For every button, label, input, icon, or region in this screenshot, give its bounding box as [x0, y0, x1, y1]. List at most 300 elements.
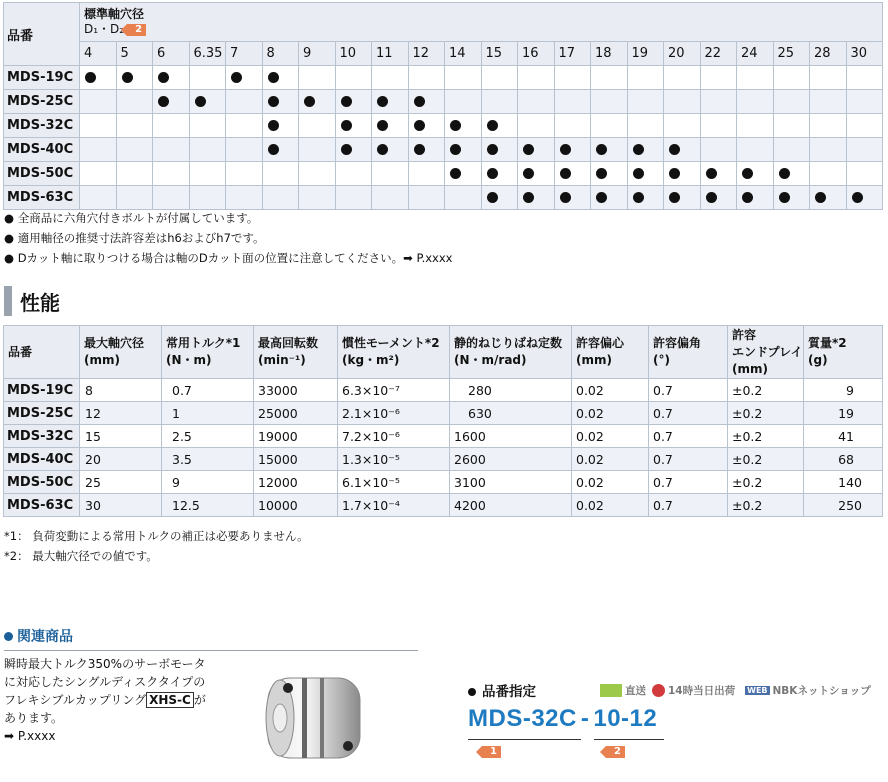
available-dot-icon	[596, 192, 607, 203]
column-header-inertia	[338, 326, 450, 379]
table-row	[4, 138, 883, 162]
cell-stiffness: 4200	[450, 494, 572, 517]
cell-endplay: ±0.2	[728, 425, 804, 448]
bore-cell	[226, 186, 263, 210]
header-line: 常用トルク*1	[166, 336, 241, 350]
note-item: ● 全商品に六角穴付きボルトが付属しています。	[4, 211, 259, 225]
bore-cell	[189, 66, 226, 90]
bore-cell	[627, 114, 664, 138]
bore-cell	[737, 186, 774, 210]
bracket-line-2	[594, 739, 664, 740]
cell-inertia: 6.3×10⁻⁷	[338, 379, 450, 402]
related-line: に対応したシングルディスクタイプの	[4, 675, 206, 689]
bore-sub-text: D₁・D₂	[84, 22, 125, 36]
bore-cell	[591, 186, 628, 210]
table-row	[4, 402, 883, 425]
related-products	[4, 626, 418, 651]
header-line: エンドプレイ	[732, 344, 803, 359]
bore-cell	[335, 162, 372, 186]
bore-size-header: 24	[737, 42, 774, 66]
bore-size-header: 8	[262, 42, 299, 66]
available-dot-icon	[377, 120, 388, 131]
available-dot-icon	[815, 192, 826, 203]
cell-max_bore: 12	[80, 402, 162, 425]
bore-cell	[700, 114, 737, 138]
bore-cell	[335, 114, 372, 138]
related-line-text: フレキシブルカップリング	[4, 693, 147, 707]
bore-cell	[481, 114, 518, 138]
bullet-icon	[4, 632, 13, 641]
bore-cell	[335, 186, 372, 210]
bore-cell	[299, 138, 336, 162]
bore-cell	[153, 162, 190, 186]
bore-cell	[664, 114, 701, 138]
available-dot-icon	[158, 96, 169, 107]
bore-size-header: 5	[116, 42, 153, 66]
bore-cell	[153, 66, 190, 90]
bore-cell	[554, 114, 591, 138]
notes-list	[4, 208, 452, 268]
bore-size-header: 9	[299, 42, 336, 66]
bore-cell	[299, 162, 336, 186]
available-dot-icon	[669, 192, 680, 203]
bore-size-header: 17	[554, 42, 591, 66]
available-dot-icon	[268, 120, 279, 131]
cell-max_bore: 20	[80, 448, 162, 471]
available-dot-icon	[487, 192, 498, 203]
bore-size-header: 30	[846, 42, 883, 66]
cell-torque: 0.7	[162, 379, 254, 402]
xhs-c-product-link[interactable]: XHS-C	[146, 692, 194, 708]
available-dot-icon	[742, 168, 753, 179]
clock-icon	[652, 684, 665, 697]
cell-stiffness: 3100	[450, 471, 572, 494]
available-dot-icon	[450, 120, 461, 131]
bore-cell	[226, 66, 263, 90]
bore-cell	[591, 138, 628, 162]
bore-cell	[408, 114, 445, 138]
cell-endplay: ±0.2	[728, 379, 804, 402]
table-row	[4, 162, 883, 186]
bore-cell	[664, 90, 701, 114]
bore-header-sub	[84, 22, 882, 37]
bore-size-header: 18	[591, 42, 628, 66]
available-dot-icon	[560, 144, 571, 155]
bore-cell	[810, 138, 847, 162]
available-dot-icon	[779, 168, 790, 179]
bore-cell	[591, 66, 628, 90]
available-dot-icon	[633, 144, 644, 155]
cell-speed: 19000	[254, 425, 338, 448]
model-cell: MDS-40C	[4, 448, 80, 471]
bore-cell	[810, 186, 847, 210]
cell-inertia: 2.1×10⁻⁶	[338, 402, 450, 425]
cell-max_bore: 15	[80, 425, 162, 448]
header-line: 質量*2	[808, 336, 847, 350]
cell-mass: 250	[804, 494, 883, 517]
cell-inertia: 1.7×10⁻⁴	[338, 494, 450, 517]
available-dot-icon	[706, 192, 717, 203]
related-title-text: 関連商品	[17, 629, 73, 645]
bore-cell	[518, 66, 555, 90]
bore-cell	[481, 90, 518, 114]
bore-cell	[153, 186, 190, 210]
bore-cell	[226, 162, 263, 186]
order-bore-code: 10-12	[593, 705, 658, 732]
available-dot-icon	[706, 168, 717, 179]
cell-stiffness: 2600	[450, 448, 572, 471]
header-line: (mm)	[84, 353, 120, 367]
bore-cell	[810, 66, 847, 90]
available-dot-icon	[85, 72, 96, 83]
bore-size-header: 11	[372, 42, 409, 66]
bore-cell	[554, 138, 591, 162]
bore-cell	[189, 138, 226, 162]
bore-cell	[408, 66, 445, 90]
bore-cell	[408, 138, 445, 162]
table-row	[4, 494, 883, 517]
bore-cell	[372, 138, 409, 162]
available-dot-icon	[669, 168, 680, 179]
bore-cell	[226, 114, 263, 138]
cell-mass: 9	[804, 379, 883, 402]
bore-cell	[80, 162, 117, 186]
truck-icon	[600, 684, 622, 697]
cell-stiffness: 1600	[450, 425, 572, 448]
cell-torque: 12.5	[162, 494, 254, 517]
bore-cell	[445, 90, 482, 114]
bore-cell	[153, 114, 190, 138]
model-cell: MDS-63C	[4, 494, 80, 517]
table-row	[4, 186, 883, 210]
column-header-stiffness	[450, 326, 572, 379]
bore-cell	[518, 138, 555, 162]
cell-endplay: ±0.2	[728, 494, 804, 517]
cell-angle: 0.7	[649, 494, 728, 517]
bore-cell	[116, 66, 153, 90]
related-title	[4, 626, 418, 651]
bore-size-header: 22	[700, 42, 737, 66]
header-line: (°)	[653, 353, 670, 367]
bore-cell	[335, 90, 372, 114]
header-line: (kg・m²)	[342, 353, 400, 367]
available-dot-icon	[158, 72, 169, 83]
bore-cell	[627, 162, 664, 186]
available-dot-icon	[414, 144, 425, 155]
bore-cell	[262, 162, 299, 186]
bore-cell	[773, 162, 810, 186]
available-dot-icon	[195, 96, 206, 107]
bore-cell	[445, 114, 482, 138]
bore-cell	[372, 90, 409, 114]
cell-stiffness: 280	[450, 379, 572, 402]
cell-angle: 0.7	[649, 402, 728, 425]
bore-cell	[700, 162, 737, 186]
bore-cell	[773, 114, 810, 138]
cell-angle: 0.7	[649, 448, 728, 471]
bore-cell	[189, 90, 226, 114]
column-header-speed	[254, 326, 338, 379]
cell-torque: 3.5	[162, 448, 254, 471]
cell-eccentric: 0.02	[572, 494, 649, 517]
bore-cell	[554, 162, 591, 186]
available-dot-icon	[341, 144, 352, 155]
cell-eccentric: 0.02	[572, 425, 649, 448]
bore-cell	[700, 138, 737, 162]
table-row	[4, 379, 883, 402]
column-header-endplay	[728, 326, 804, 379]
bore-cell	[116, 186, 153, 210]
table-row	[4, 471, 883, 494]
bore-cell	[262, 66, 299, 90]
bore-cell	[518, 186, 555, 210]
column-header-eccentric	[572, 326, 649, 379]
column-header-torque	[162, 326, 254, 379]
order-code	[468, 705, 657, 733]
bore-cell	[664, 66, 701, 90]
direct-ship-text: 直送	[625, 685, 646, 697]
cell-mass: 140	[804, 471, 883, 494]
bore-cell	[335, 66, 372, 90]
available-dot-icon	[414, 96, 425, 107]
bracket-line-1	[468, 739, 581, 740]
header-line: (g)	[808, 353, 828, 367]
note-item: ● Dカット軸に取りつける場合は軸のDカット面の位置に注意してください。➡ P.xxxx	[4, 251, 453, 265]
available-dot-icon	[779, 192, 790, 203]
cell-max_bore: 30	[80, 494, 162, 517]
cell-mass: 41	[804, 425, 883, 448]
bore-cell	[737, 138, 774, 162]
bore-cell	[554, 186, 591, 210]
bore-cell	[335, 138, 372, 162]
cell-eccentric: 0.02	[572, 379, 649, 402]
header-line: (min⁻¹)	[258, 353, 306, 367]
bore-cell	[153, 90, 190, 114]
model-cell: MDS-40C	[4, 138, 80, 162]
bore-cell	[445, 186, 482, 210]
bore-size-header: 7	[226, 42, 263, 66]
performance-footnotes	[4, 526, 309, 566]
bore-cell	[80, 114, 117, 138]
available-dot-icon	[341, 96, 352, 107]
bore-cell	[518, 90, 555, 114]
bore-cell	[737, 66, 774, 90]
bore-cell	[700, 66, 737, 90]
bore-cell	[481, 162, 518, 186]
section-title: 性能	[20, 290, 60, 315]
bore-cell	[372, 66, 409, 90]
available-dot-icon	[377, 96, 388, 107]
header-line: (mm)	[576, 353, 612, 367]
bore-size-header: 20	[664, 42, 701, 66]
available-dot-icon	[450, 144, 461, 155]
same-day-text: 14時当日出荷	[668, 685, 736, 697]
available-dot-icon	[487, 168, 498, 179]
model-cell: MDS-25C	[4, 90, 80, 114]
cell-angle: 0.7	[649, 471, 728, 494]
available-dot-icon	[523, 168, 534, 179]
bore-cell	[737, 114, 774, 138]
related-line: 瞬時最大トルク350%のサーボモータ	[4, 657, 206, 671]
web-icon: WEB	[747, 686, 768, 695]
cell-speed: 15000	[254, 448, 338, 471]
available-dot-icon	[268, 96, 279, 107]
bore-cell	[408, 162, 445, 186]
bore-size-table	[3, 2, 883, 210]
bore-cell	[299, 186, 336, 210]
cell-endplay: ±0.2	[728, 471, 804, 494]
bore-cell	[226, 90, 263, 114]
cell-eccentric: 0.02	[572, 448, 649, 471]
related-line	[4, 691, 206, 709]
net-shop-link[interactable]: NBKネットショップ	[772, 685, 871, 697]
bore-cell	[627, 66, 664, 90]
bore-cell	[846, 138, 883, 162]
bore-size-header: 14	[445, 42, 482, 66]
bore-cell	[700, 90, 737, 114]
bore-cell	[299, 114, 336, 138]
bore-cell	[116, 162, 153, 186]
bore-cell	[189, 186, 226, 210]
bore-cell	[445, 66, 482, 90]
column-header-mass	[804, 326, 883, 379]
performance-table	[3, 325, 883, 517]
table-row	[4, 90, 883, 114]
available-dot-icon	[122, 72, 133, 83]
bore-cell	[737, 162, 774, 186]
bore-cell	[773, 138, 810, 162]
bore-cell	[664, 186, 701, 210]
model-cell: MDS-63C	[4, 186, 80, 210]
available-dot-icon	[341, 120, 352, 131]
bore-cell	[554, 90, 591, 114]
shipping-icons	[600, 683, 871, 698]
available-dot-icon	[414, 120, 425, 131]
cell-speed: 33000	[254, 379, 338, 402]
bore-cell	[591, 114, 628, 138]
performance-section-heading	[4, 286, 60, 316]
model-cell: MDS-32C	[4, 425, 80, 448]
bore-cell	[299, 66, 336, 90]
bore-size-header: 12	[408, 42, 445, 66]
bore-cell	[262, 186, 299, 210]
model-cell: MDS-50C	[4, 471, 80, 494]
bore-size-header: 4	[80, 42, 117, 66]
bore-size-header: 10	[335, 42, 372, 66]
header-line: 許容偏角	[653, 336, 702, 350]
model-cell: MDS-25C	[4, 402, 80, 425]
available-dot-icon	[596, 144, 607, 155]
bore-cell	[372, 186, 409, 210]
bore-cell	[773, 90, 810, 114]
bullet-icon	[468, 688, 476, 696]
table-row	[4, 114, 883, 138]
bore-cell	[810, 114, 847, 138]
cell-speed: 25000	[254, 402, 338, 425]
bore-cell	[846, 66, 883, 90]
available-dot-icon	[487, 120, 498, 131]
bore-cell	[116, 114, 153, 138]
order-model: MDS-32C	[468, 705, 577, 732]
available-dot-icon	[852, 192, 863, 203]
bore-cell	[627, 186, 664, 210]
header-line: 許容偏心	[576, 336, 625, 350]
bore-cell	[372, 162, 409, 186]
model-cell: MDS-19C	[4, 379, 80, 402]
bore-badge: 2	[127, 24, 146, 36]
header-line: (mm)	[732, 361, 768, 376]
model-cell: MDS-50C	[4, 162, 80, 186]
related-line: あります。	[4, 711, 64, 725]
available-dot-icon	[523, 192, 534, 203]
bore-cell	[591, 90, 628, 114]
available-dot-icon	[742, 192, 753, 203]
header-line: 慣性モーメント*2	[342, 336, 440, 350]
bore-size-header: 15	[481, 42, 518, 66]
cell-mass: 68	[804, 448, 883, 471]
table-row	[4, 66, 883, 90]
available-dot-icon	[560, 192, 571, 203]
tag-2-badge: 2	[606, 746, 625, 758]
bore-cell	[445, 162, 482, 186]
heading-bar	[4, 286, 12, 316]
bore-cell	[810, 162, 847, 186]
bore-cell	[80, 90, 117, 114]
bore-cell	[481, 186, 518, 210]
bore-cell	[664, 162, 701, 186]
header-line: (N・m)	[166, 353, 212, 367]
bore-cell	[737, 90, 774, 114]
cell-speed: 10000	[254, 494, 338, 517]
bore-cell	[262, 90, 299, 114]
bore-cell	[481, 66, 518, 90]
bore-cell	[846, 90, 883, 114]
cell-inertia: 1.3×10⁻⁵	[338, 448, 450, 471]
header-line: 最大軸穴径	[84, 336, 145, 350]
bore-cell	[627, 90, 664, 114]
bore-cell	[810, 90, 847, 114]
model-header: 品番	[4, 326, 80, 379]
bore-cell	[116, 138, 153, 162]
bore-cell	[299, 90, 336, 114]
bore-size-header: 6.35	[189, 42, 226, 66]
bore-cell	[664, 138, 701, 162]
bore-cell	[262, 114, 299, 138]
footnote: *2： 最大軸穴径での値です。	[4, 549, 158, 563]
page-reference-link[interactable]: ➡ P.xxxx	[4, 729, 56, 743]
cell-endplay: ±0.2	[728, 402, 804, 425]
order-label-text: 品番指定	[482, 684, 536, 700]
header-line: 許容	[732, 327, 757, 342]
available-dot-icon	[633, 192, 644, 203]
model-cell: MDS-32C	[4, 114, 80, 138]
bore-cell	[846, 162, 883, 186]
available-dot-icon	[487, 144, 498, 155]
available-dot-icon	[268, 72, 279, 83]
cell-torque: 2.5	[162, 425, 254, 448]
note-item: ● 適用軸径の推奨寸法許容差はh6およびh7です。	[4, 231, 265, 245]
header-line: (N・m/rad)	[454, 353, 527, 367]
bore-cell	[80, 186, 117, 210]
footnote: *1： 負荷変動による常用トルクの補正は必要ありません。	[4, 529, 309, 543]
cell-angle: 0.7	[649, 425, 728, 448]
bore-cell	[700, 186, 737, 210]
bore-size-header: 16	[518, 42, 555, 66]
bore-header-title: 標準軸穴径	[84, 7, 145, 21]
model-header: 品番	[4, 3, 80, 66]
bore-cell	[481, 138, 518, 162]
cell-stiffness: 630	[450, 402, 572, 425]
